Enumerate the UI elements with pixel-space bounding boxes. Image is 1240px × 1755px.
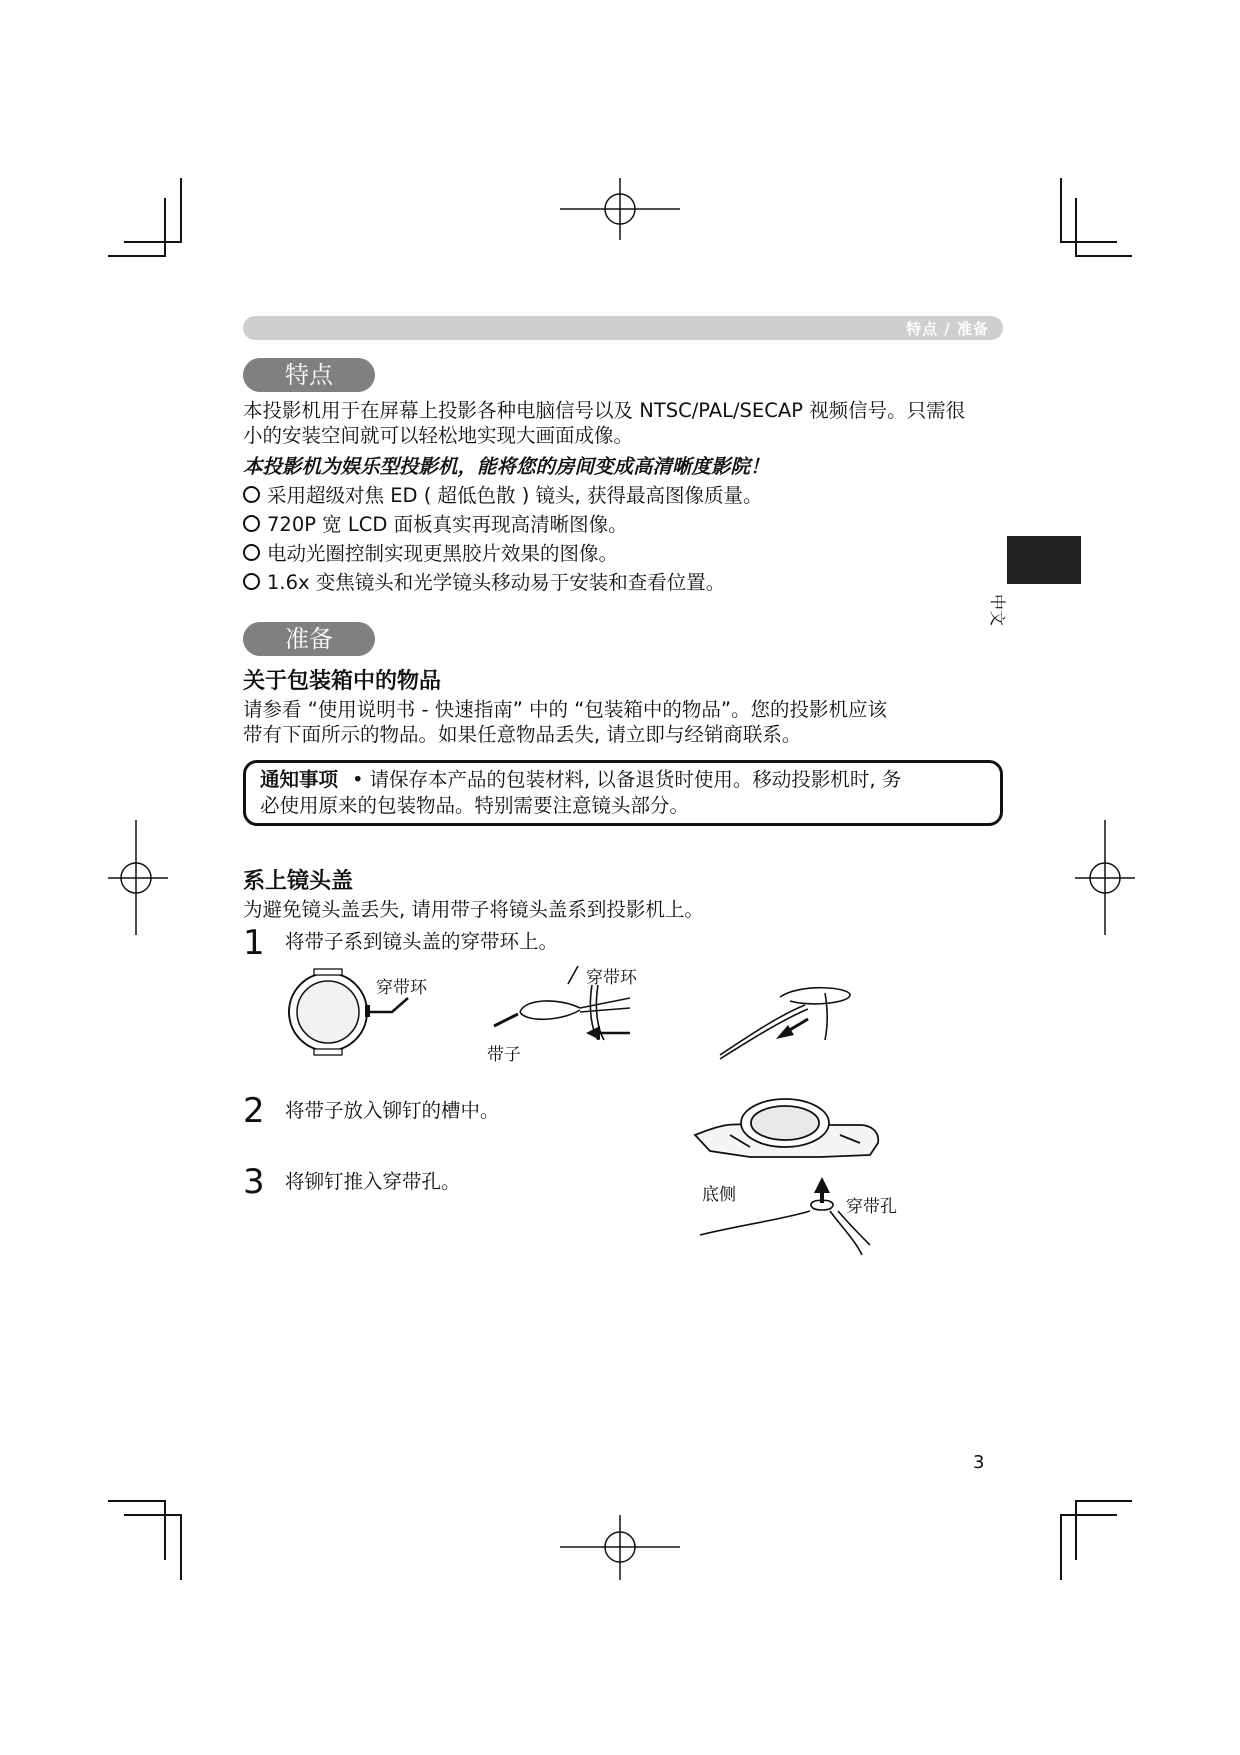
bullet-circle-icon — [243, 573, 260, 590]
notice-box — [243, 760, 1003, 826]
strap-tighten-illustration — [710, 985, 870, 1065]
feature-bullet: 电动光圈控制实现更黑胶片效果的图像。 — [243, 541, 618, 567]
features-intro-line-2: 小的安装空间就可以轻松地实现大画面成像。 — [243, 424, 634, 447]
lens-cap-intro: 为避免镜头盖丢失, 请用带子将镜头盖系到投影机上。 — [243, 898, 704, 921]
notice-line-2: 必使用原来的包装物品。特别需要注意镜头部分。 — [260, 794, 690, 817]
section-header-title: 特点 / 准备 — [906, 320, 989, 338]
bullet-circle-icon — [243, 486, 260, 503]
step-3-number: 3 — [243, 1162, 265, 1202]
features-tagline: 本投影机为娱乐型投影机，能将您的房间变成高清晰度影院！ — [243, 455, 770, 478]
notice-line-1: 请保存本产品的包装材料, 以备退货时使用。移动投影机时, 务 — [369, 768, 902, 791]
step-2-number: 2 — [243, 1091, 265, 1131]
feature-bullet: 采用超级对焦 ED ( 超低色散 ) 镜头, 获得最高图像质量。 — [243, 483, 762, 509]
bullet-circle-icon — [243, 515, 260, 532]
step-2-text: 将带子放入铆钉的槽中。 — [285, 1099, 500, 1122]
section-header-bar — [243, 316, 1003, 340]
package-contents-heading: 关于包装箱中的物品 — [243, 669, 442, 694]
package-text-line-2: 带有下面所示的物品。如果任意物品丢失, 请立即与经销商联系。 — [243, 723, 802, 746]
package-text-line-1: 请参看 “使用说明书 - 快速指南” 中的 “包装箱中的物品”。您的投影机应该 — [243, 698, 887, 721]
step-1-text: 将带子系到镜头盖的穿带环上。 — [285, 930, 559, 953]
figure-label-bottom-side: 底侧 — [702, 1185, 736, 1205]
features-pill: 特点 — [243, 358, 375, 392]
step-1-number: 1 — [243, 923, 265, 963]
page-number: 3 — [973, 1452, 985, 1473]
lens-cap-heading: 系上镜头盖 — [243, 869, 354, 894]
preparation-pill: 准备 — [243, 622, 375, 656]
notice-label: 通知事项 — [260, 768, 339, 791]
language-tab — [1007, 536, 1081, 584]
feature-bullet: 720P 宽 LCD 面板真实再现高清晰图像。 — [243, 512, 628, 538]
figure-label-strap-loop: 穿带环 — [376, 978, 427, 998]
notice-text — [260, 767, 988, 819]
features-intro-line-1: 本投影机用于在屏幕上投影各种电脑信号以及 NTSC/PAL/SECAP 视频信号。只需很 — [243, 399, 966, 422]
notice-bullet: • — [352, 768, 364, 791]
language-tab-label: 中文 — [988, 594, 1007, 627]
figure-label-strap-loop-2: 穿带环 — [586, 968, 637, 988]
figure-label-strap: 带子 — [487, 1045, 521, 1065]
feature-bullet: 1.6x 变焦镜头和光学镜头移动易于安装和查看位置。 — [243, 570, 725, 596]
step-3-text: 将铆钉推入穿带孔。 — [285, 1170, 461, 1193]
figure-label-strap-hole: 穿带孔 — [846, 1197, 897, 1217]
bullet-circle-icon — [243, 544, 260, 561]
